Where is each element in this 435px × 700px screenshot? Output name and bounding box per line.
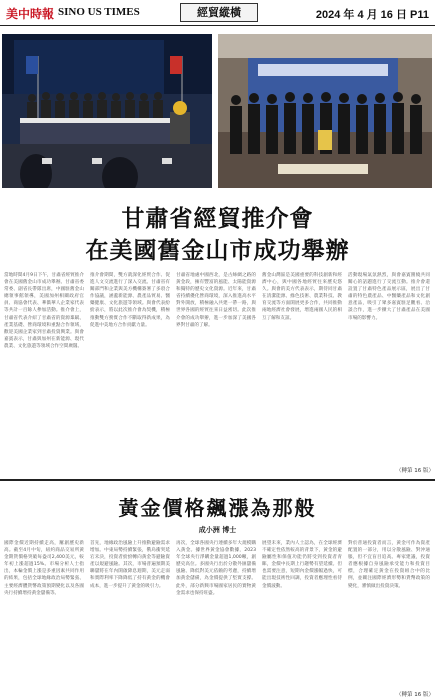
article1-column: 活動現場氣氛熱烈，與會嘉賓圍繞共同關心的話題進行了交流互動。推介會還設置了甘肅特色產品展示區，展出了甘肅的特色農產品、中醫藥產品和文化創意產品，吸引了眾多嘉賓駐足觀看、洽談合作，進一步擴大了甘肅產品在美國市場的影響力。 <box>348 273 430 321</box>
photo-conference-hall <box>2 34 212 188</box>
article1-headline-line2: 在美國舊金山市成功舉辦 <box>85 238 350 264</box>
article1-jump-note: （轉第 16 版） <box>396 468 434 474</box>
section-title: 經貿縱橫 <box>180 3 258 22</box>
article1-column: 甘肅省地處中國西北，是古絲綢之路的黃金段，擁有豐富的風能、太陽能資源和獨特的歷史文化資源。近年來，甘肅省持續優化營商環境，深入推進高水平對外開放，積極融入共建一帶一路，與世界各國的經貿往來日益密切。此次推介會的成功舉辦，進一步加深了美國各界對甘肅的了解。 <box>176 273 256 328</box>
article2-column: 再次，全球各國央行連續多年大規模購入黃金。據世界黃金協會數據，2023年全球央行淨購金量超過1,000噸，創歷史高位。多國央行出於分散外匯儲備風險、降低對美元依賴的考慮，持續增加黃金儲備，為金價提供了堅實支撐。此外，部分新興市場國家居民的實物黃金需求也保持旺盛。 <box>176 541 256 596</box>
article2-column: 國際金價近期持續走高，屢創歷史新高。截至4月中旬，紐約商品交易所黃金期貨價格突破每盎司2,400美元，較年初上漲超過15%。市場分析人士指出，本輪金價上漲是多重因素共同作用的結果，包括全球地緣政治局勢緊張、主要經濟體貨幣政策預期變化以及各國央行持續增持黃金儲備等。 <box>4 541 84 596</box>
article2-column: 展望未來，業內人士認為，在全球經濟不確定性依然較高的背景下，黃金的避險屬性和保值功能仍將受到投資者青睞，金價中長期上行趨勢有望延續。但也需要注意，短期內金價漲幅過快，可能出現技術性回調，投資者應理性看待金價波動。 <box>262 541 342 589</box>
article2-jump-note: （轉第 16 版） <box>396 692 434 698</box>
article1-column: 當地時間4月9日下午，甘肅省經貿推介會在美國舊金山市成功舉辦。甘肅省委常委、副省長帶隊出席，中國駐舊金山總領事館領導，美國加州相關政府官員、商協會代表、華僑華人企業家代表等共計一百餘人參加活動。推介會上，甘肅省代表介紹了甘肅省的資源稟賦、產業基礎、營商環境和重點合作領域，歡迎美國企業家到甘肅投資興業。與會嘉賓表示，甘肅與加州在新能源、現代農業、文化旅遊等領域合作空間廣闊。 <box>4 273 84 349</box>
section-divider <box>0 479 435 481</box>
article1-column: 舊金山灣區是美國重要的科技創新和經濟中心，與中國各地經貿往來歷史悠久。與會的美方代表表示，期待同甘肅在清潔能源、綠色技術、農業科技、教育交流等方面開展更多合作，共同推動兩地經濟社會發展，增進兩國人民的相互了解和友誼。 <box>262 273 342 321</box>
article2-byline: 成小洲 博士 <box>198 526 237 534</box>
article2-column: 對於普通投資者而言，黃金可作為資產配置的一部分，用以分散風險、對沖通脹，但不宜盲目追高。專家建議，投資者應根據自身風險承受能力和投資目標，合理確定黃金在投資組合中的比例，並關注國際經濟形勢和貨幣政策的變化，審慎做出投資決策。 <box>348 541 430 589</box>
article1-headline-line1: 甘肅省經貿推介會 <box>121 206 314 232</box>
paper-logo: 美中時報 <box>6 7 55 21</box>
issue-date: 2024 年 4 月 16 日 P11 <box>315 9 429 21</box>
photo-group-portrait <box>218 34 432 188</box>
article1-column: 推介會期間，雙方就深化經貿合作、促進人文交流進行了深入交流。甘肅省有關部門和企業與美方機構簽署了多項合作協議，涵蓋新能源、農產品貿易、醫藥健康、文化旅遊等領域。與會代表紛紛表示，將以此次推介會為契機，積極推動雙方務實合作不斷取得新成果，為促進中美地方合作貢獻力量。 <box>90 273 170 328</box>
masthead <box>0 0 435 26</box>
article2-column: 首先，地緣政治風險上升推動避險需求增加。中東局勢持續緊張，俄烏衝突延宕未決，投資者紛紛轉向黃金等避險資產以規避風險。其次，市場普遍預期美聯儲將在年內開啟降息週期，美元走弱和實際利率下降降低了持有黃金的機會成本，進一步提升了黃金的吸引力。 <box>90 541 170 589</box>
article2-headline: 黃金價格飆漲為那般 <box>118 496 317 520</box>
paper-name: SINO US TIMES <box>58 6 140 18</box>
